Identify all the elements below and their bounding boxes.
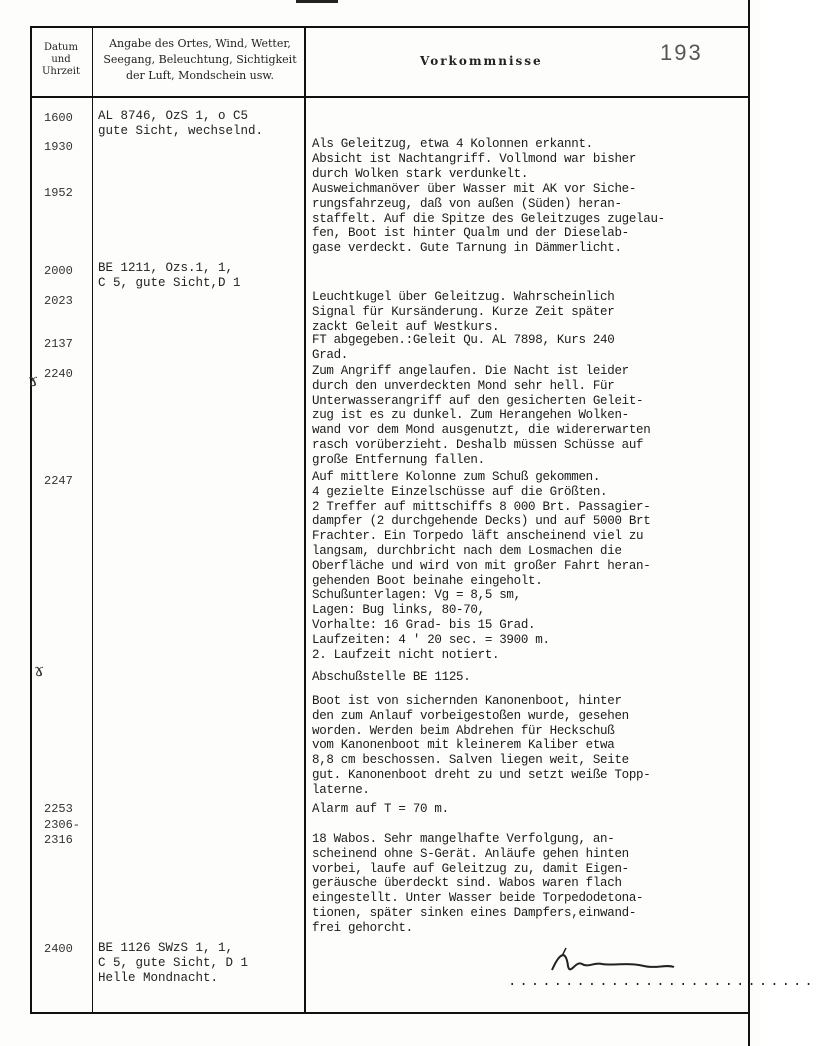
entry-events: Auf mittlere Kolonne zum Schuß gekommen. 4 gezielte Einzelschüsse auf die Größten. 2 Treffer auf mittschiffs 8 000 Brt. Passagier- dampfer (2 durchgehende Decks) und auf 5000 Brt Frachter. Ein Torpedo läft anscheinend viel zu langsam, durchbricht nach dem Losmachen die Oberfläche und wird von mit großer Fahrt heran- gehenden Boot beinahe eingeholt. Schußunterlagen: Vg = 8,5 sm, Lagen: Bug links, 80-70, Vorhalte: 16 Grad- bis 15 Grad. Laufzeiten: 4 ' 20 sec. = 3900 m. 2. Laufzeit nicht notiert. — [312, 470, 651, 662]
page-number: 193 — [660, 40, 703, 65]
column-divider-2 — [304, 26, 306, 1014]
header-angabe-line-3: der Luft, Mondschein usw. — [125, 69, 275, 82]
entry-location: AL 8746, OzS 1, o C5 gute Sicht, wechselnd. — [98, 109, 264, 138]
margin-mark: ɤ — [28, 370, 39, 391]
entry-events: Alarm auf T = 70 m. — [312, 802, 449, 816]
margin-mark: ɤ — [34, 660, 45, 681]
entry-location: BE 1126 SWzS 1, 1, C 5, gute Sicht, D 1 Helle Mondnacht. — [98, 941, 249, 985]
header-angabe — [95, 36, 305, 84]
entry-events: Ausweichmanöver über Wasser mit AK vor Siche- rungsfahrzeug, daß von außen (Süden) heran- staffelt. Auf die Spitze des Geleitzuges zugelau- fen, Boot ist hinter Qualm und der Dieselab- gase verdeckt. Gute Tarnung in Dämmerlicht. — [312, 182, 665, 256]
entry-time: 2000 — [44, 264, 73, 278]
column-divider-1 — [92, 26, 93, 1014]
entry-events: Boot ist von sichernden Kanonenboot, hinter den zum Anlauf vorbeigestoßen wurde, gesehen worden. Werden beim Abdrehen für Heckschuß vom Kanonenboot mit kleinerem Kaliber etwa 8,8 cm beschossen. Salven liegen weit, Seite gut. Kanonenboot dreht zu und setzt weiße Topp- laterne. — [312, 694, 651, 797]
entry-time: 2400 — [44, 942, 73, 956]
entry-events: FT abgegeben.:Geleit Qu. AL 7898, Kurs 240 Grad. — [312, 333, 615, 362]
table-top-border — [30, 26, 750, 28]
table-bottom-border — [30, 1012, 750, 1014]
entry-events: 18 Wabos. Sehr mangelhafte Verfolgung, an- scheinend ohne S-Gerät. Anläufe gehen hinten vorbei, laufe auf Geleitzug zu, damit Eigen- geräusche überdeckt sind. Wabos waren flach eingestellt. Unter Wasser beide Torpedodetona- tionen, später sinken eines Dampfers,einwand- frei gehorcht. — [312, 832, 644, 935]
left-border — [30, 26, 32, 1014]
entry-time: 2306- 2316 — [44, 818, 81, 847]
entry-time: 2240 — [44, 367, 73, 381]
entry-time: 2253 — [44, 802, 73, 816]
entry-events: Zum Angriff angelaufen. Die Nacht ist leider durch den unverdeckten Mond sehr hell. Für Unterwasserangriff auf den gesicherten Geleit- zug ist es zu dunkel. Zum Herangehen Wolken- wand vor dem Mond ausgenutzt, die widererwarten rasch vorüberzieht. Deshalb müssen Schüsse auf große Entfernung fallen. — [312, 364, 651, 467]
header-datum — [32, 42, 90, 78]
entry-time: 1930 — [44, 140, 73, 154]
entry-time: 2137 — [44, 337, 73, 351]
entry-time: 1952 — [44, 186, 73, 200]
header-angabe-line-2: Seegang, Beleuchtung, Sichtigkeit — [103, 53, 297, 66]
entry-events: Als Geleitzug, etwa 4 Kolonnen erkannt. Absicht ist Nachtangriff. Vollmond war bisher durch Wolken stark verdunkelt. — [312, 137, 637, 181]
entry-events: Abschußstelle BE 1125. — [312, 670, 471, 684]
header-datum-line-2: und — [51, 54, 71, 65]
entry-location: BE 1211, Ozs.1, 1, C 5, gute Sicht,D 1 — [98, 261, 241, 290]
header-datum-line-1: Datum — [44, 42, 78, 53]
top-mark — [296, 0, 338, 3]
header-vorkommnisse: Vorkommnisse — [420, 54, 543, 68]
signature-line: ........................... — [508, 974, 816, 990]
header-angabe-line-1: Angabe des Ortes, Wind, Wetter, — [109, 37, 291, 50]
entry-time: 2023 — [44, 294, 73, 308]
header-bottom-border — [30, 96, 750, 98]
header-datum-line-3: Uhrzeit — [41, 66, 81, 77]
entry-time: 1600 — [44, 111, 73, 125]
entry-time: 2247 — [44, 474, 73, 488]
entry-events: Leuchtkugel über Geleitzug. Wahrscheinlich Signal für Kursänderung. Kurze Zeit später zackt Geleit auf Westkurs. — [312, 290, 615, 334]
